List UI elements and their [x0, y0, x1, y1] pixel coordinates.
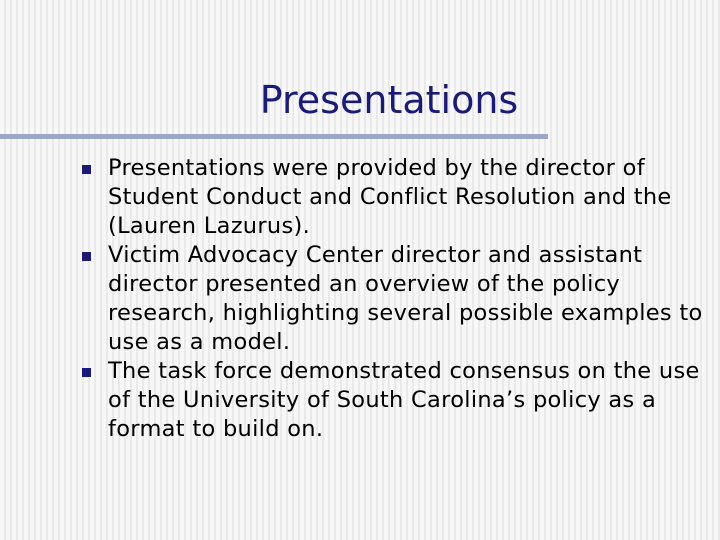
- bullet-list: [76, 154, 706, 444]
- bullet-text: Presentations were provided by the director of Student Conduct and Conflict Resolution and the (Lauren Lazurus).: [108, 155, 672, 239]
- square-bullet-icon: [82, 368, 91, 377]
- slide-title: Presentations: [259, 78, 519, 122]
- bullet-item: [76, 154, 706, 241]
- square-bullet-icon: [82, 252, 91, 261]
- bullet-text: The task force demonstrated consensus on the use of the University of South Carolina’s policy as a format to build on.: [108, 358, 700, 442]
- title-underline: [0, 134, 548, 139]
- bullet-item: [76, 241, 706, 357]
- square-bullet-icon: [82, 165, 91, 174]
- bullet-item: [76, 357, 706, 444]
- bullet-text: Victim Advocacy Center director and assistant director presented an overview of the policy research, highlighting several possible examples to use as a model.: [108, 242, 703, 355]
